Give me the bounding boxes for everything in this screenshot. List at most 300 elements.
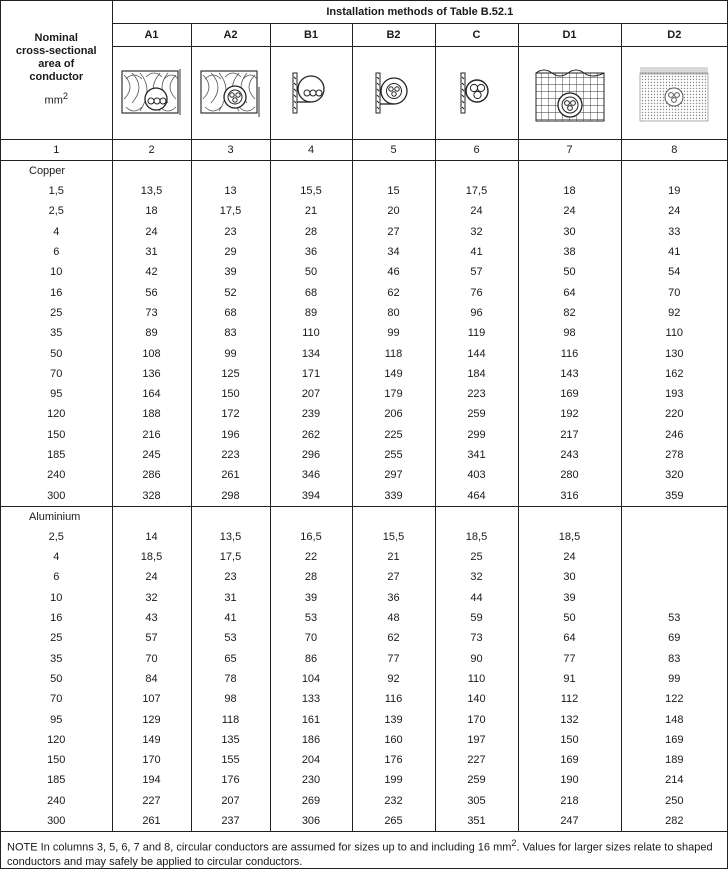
cross-section-cell: 50 — [50, 672, 63, 685]
section-blank-cell — [518, 506, 621, 527]
ampacity-cell: 172 — [191, 404, 270, 424]
ampacity-cell: 39 — [518, 588, 621, 608]
column-header-c: C — [435, 24, 518, 47]
ampacity-cell: 196 — [191, 425, 270, 445]
table-row — [1, 323, 727, 343]
section-blank-cell — [621, 161, 727, 182]
ampacity-cell: 143 — [518, 364, 621, 384]
ampacity-cell: 20 — [352, 201, 435, 221]
ampacity-cell: 232 — [352, 791, 435, 811]
ampacity-cell: 250 — [621, 791, 727, 811]
ampacity-cell: 351 — [435, 811, 518, 832]
ampacity-cell: 207 — [191, 791, 270, 811]
ampacity-cell: 16,5 — [270, 527, 352, 547]
current-carrying-capacity-table — [1, 1, 727, 876]
ampacity-cell: 80 — [352, 303, 435, 323]
ampacity-cell: 77 — [352, 649, 435, 669]
table-row — [1, 181, 727, 201]
ampacity-cell: 339 — [352, 485, 435, 506]
ampacity-cell: 162 — [621, 364, 727, 384]
column-header-a2: A2 — [191, 24, 270, 47]
ampacity-cell: 176 — [352, 750, 435, 770]
ampacity-cell: 84 — [112, 669, 191, 689]
table-row — [1, 770, 727, 790]
ampacity-cell — [621, 567, 727, 587]
section-blank-cell — [518, 161, 621, 182]
ampacity-cell: 122 — [621, 689, 727, 709]
ampacity-cell: 192 — [518, 404, 621, 424]
cross-section-cell: 185 — [47, 774, 66, 787]
cross-section-cell: 300 — [47, 489, 66, 502]
section-blank-cell — [435, 506, 518, 527]
ampacity-cell: 227 — [112, 791, 191, 811]
ampacity-cell: 328 — [112, 485, 191, 506]
ampacity-cell: 32 — [112, 588, 191, 608]
ampacity-cell: 112 — [518, 689, 621, 709]
ampacity-cell: 169 — [518, 750, 621, 770]
ampacity-cell: 31 — [112, 242, 191, 262]
ampacity-cell: 28 — [270, 222, 352, 242]
table-row — [1, 303, 727, 323]
ampacity-cell: 305 — [435, 791, 518, 811]
ampacity-cell: 15 — [352, 181, 435, 201]
ampacity-cell: 91 — [518, 669, 621, 689]
ampacity-cell: 96 — [435, 303, 518, 323]
table-row — [1, 242, 727, 262]
cross-section-cell: 2,5 — [48, 530, 64, 543]
column-header-b1: B1 — [270, 24, 352, 47]
cross-section-cell: 240 — [47, 794, 66, 807]
table-row — [1, 222, 727, 242]
ampacity-cell: 30 — [518, 222, 621, 242]
table-row — [1, 201, 727, 221]
ampacity-cell: 27 — [352, 222, 435, 242]
ampacity-cell: 199 — [352, 770, 435, 790]
cross-section-cell: 120 — [47, 408, 66, 421]
table-row — [1, 364, 727, 384]
section-label: Aluminium — [1, 506, 112, 527]
table-row — [1, 730, 727, 750]
cross-section-cell: 240 — [47, 469, 66, 482]
table-row — [1, 669, 727, 689]
section-blank-cell — [112, 161, 191, 182]
ampacity-cell: 206 — [352, 404, 435, 424]
ampacity-cell: 116 — [518, 343, 621, 363]
table-row — [1, 608, 727, 628]
ampacity-cell: 36 — [270, 242, 352, 262]
ampacity-cell: 92 — [352, 669, 435, 689]
ampacity-cell: 70 — [270, 628, 352, 648]
header-corner-cell — [1, 1, 112, 140]
cross-section-cell: 6 — [53, 571, 60, 584]
section-blank-cell — [352, 506, 435, 527]
ampacity-cell: 186 — [270, 730, 352, 750]
ampacity-cell: 25 — [435, 547, 518, 567]
ampacity-cell: 86 — [270, 649, 352, 669]
ampacity-cell: 24 — [112, 567, 191, 587]
ampacity-cell: 21 — [270, 201, 352, 221]
ampacity-cell: 132 — [518, 709, 621, 729]
method-c-illustration — [435, 47, 518, 140]
ampacity-cell: 359 — [621, 485, 727, 506]
ampacity-cell: 23 — [191, 222, 270, 242]
corner-line-3: area of — [38, 58, 75, 71]
ampacity-cell: 261 — [112, 811, 191, 832]
column-number-6: 6 — [435, 140, 518, 161]
ampacity-cell: 54 — [621, 262, 727, 282]
ampacity-cell: 18,5 — [435, 527, 518, 547]
table-row — [1, 811, 727, 832]
section-blank-cell — [435, 161, 518, 182]
table-row — [1, 791, 727, 811]
ampacity-cell: 83 — [621, 649, 727, 669]
ampacity-cell: 133 — [270, 689, 352, 709]
ampacity-cell: 15,5 — [270, 181, 352, 201]
ampacity-cell: 216 — [112, 425, 191, 445]
ampacity-cell: 53 — [270, 608, 352, 628]
table-body — [1, 140, 727, 832]
section-blank-cell — [270, 161, 352, 182]
ampacity-cell: 150 — [191, 384, 270, 404]
ampacity-cell: 169 — [621, 730, 727, 750]
ampacity-cell: 237 — [191, 811, 270, 832]
cross-section-cell: 50 — [50, 347, 63, 360]
ampacity-cell: 83 — [191, 323, 270, 343]
ampacity-cell: 99 — [352, 323, 435, 343]
ampacity-cell: 52 — [191, 282, 270, 302]
ampacity-cell: 30 — [518, 567, 621, 587]
column-number-7: 7 — [518, 140, 621, 161]
ampacity-cell: 32 — [435, 567, 518, 587]
ampacity-cell: 89 — [112, 323, 191, 343]
ampacity-cell: 118 — [191, 709, 270, 729]
cross-section-cell: 150 — [47, 754, 66, 767]
ampacity-cell: 68 — [191, 303, 270, 323]
ampacity-cell: 230 — [270, 770, 352, 790]
ampacity-cell: 214 — [621, 770, 727, 790]
cross-section-cell: 4 — [53, 551, 60, 564]
column-number-1: 1 — [1, 140, 112, 161]
ampacity-cell: 34 — [352, 242, 435, 262]
ampacity-cell: 41 — [621, 242, 727, 262]
ampacity-cell: 17,5 — [435, 181, 518, 201]
cross-section-cell: 35 — [50, 327, 63, 340]
cross-section-cell: 120 — [47, 733, 66, 746]
ampacity-cell: 286 — [112, 465, 191, 485]
ampacity-cell: 39 — [270, 588, 352, 608]
ampacity-cell: 220 — [621, 404, 727, 424]
ampacity-cell: 98 — [518, 323, 621, 343]
table-row — [1, 404, 727, 424]
ampacity-cell: 278 — [621, 445, 727, 465]
duct-in-ground-icon — [534, 63, 606, 123]
cross-section-cell: 95 — [50, 388, 63, 401]
ampacity-cell: 262 — [270, 425, 352, 445]
ampacity-cell: 170 — [112, 750, 191, 770]
insulated-wall-conduit-single-icon — [120, 67, 184, 119]
ampacity-cell: 134 — [270, 343, 352, 363]
ampacity-cell: 62 — [352, 282, 435, 302]
column-number-4: 4 — [270, 140, 352, 161]
ampacity-cell: 169 — [518, 384, 621, 404]
ampacity-cell: 136 — [112, 364, 191, 384]
ampacity-cell: 223 — [191, 445, 270, 465]
ampacity-cell: 24 — [518, 201, 621, 221]
table-row — [1, 628, 727, 648]
ampacity-cell: 62 — [352, 628, 435, 648]
corner-unit: $mm^2$ — [44, 91, 68, 107]
section-header-row — [1, 161, 727, 182]
ampacity-cell: 56 — [112, 282, 191, 302]
ampacity-cell: 24 — [435, 201, 518, 221]
ampacity-cell: 22 — [270, 547, 352, 567]
ampacity-cell: 217 — [518, 425, 621, 445]
ampacity-cell: 59 — [435, 608, 518, 628]
ampacity-cell: 89 — [270, 303, 352, 323]
ampacity-cell: 29 — [191, 242, 270, 262]
ampacity-cell: 144 — [435, 343, 518, 363]
section-blank-cell — [270, 506, 352, 527]
ampacity-cell: 24 — [112, 222, 191, 242]
ampacity-cell: 403 — [435, 465, 518, 485]
ampacity-cell: 41 — [191, 608, 270, 628]
cross-section-cell: 10 — [50, 266, 63, 279]
ampacity-cell: 299 — [435, 425, 518, 445]
ampacity-cell: 261 — [191, 465, 270, 485]
ampacity-cell: 227 — [435, 750, 518, 770]
method-a2-illustration — [191, 47, 270, 140]
table-row — [1, 282, 727, 302]
ampacity-cell: 110 — [435, 669, 518, 689]
section-blank-cell — [621, 506, 727, 527]
ampacity-cell: 320 — [621, 465, 727, 485]
ampacity-cell — [621, 588, 727, 608]
method-b2-illustration — [352, 47, 435, 140]
section-blank-cell — [191, 506, 270, 527]
ampacity-cell: 41 — [435, 242, 518, 262]
ampacity-cell: 194 — [112, 770, 191, 790]
table-row — [1, 567, 727, 587]
ampacity-cell: 179 — [352, 384, 435, 404]
ampacity-cell: 190 — [518, 770, 621, 790]
section-blank-cell — [112, 506, 191, 527]
installation-methods-title: Installation methods of Table B.52.1 — [112, 1, 727, 24]
ampacity-cell: 76 — [435, 282, 518, 302]
method-d2-illustration — [621, 47, 727, 140]
column-number-5: 5 — [352, 140, 435, 161]
ampacity-cell: 171 — [270, 364, 352, 384]
ampacity-cell: 13 — [191, 181, 270, 201]
ampacity-cell: 13,5 — [191, 527, 270, 547]
cross-section-cell: 16 — [50, 612, 63, 625]
table-row — [1, 425, 727, 445]
ampacity-cell: 225 — [352, 425, 435, 445]
ampacity-cell: 99 — [191, 343, 270, 363]
ampacity-cell: 44 — [435, 588, 518, 608]
cross-section-cell: 1,5 — [48, 185, 64, 198]
ampacity-cell: 265 — [352, 811, 435, 832]
ampacity-cell: 135 — [191, 730, 270, 750]
table-row — [1, 384, 727, 404]
ampacity-cell: 32 — [435, 222, 518, 242]
ampacity-cell: 31 — [191, 588, 270, 608]
ampacity-cell: 116 — [352, 689, 435, 709]
ampacity-cell: 218 — [518, 791, 621, 811]
ampacity-cell: 90 — [435, 649, 518, 669]
ampacity-cell: 223 — [435, 384, 518, 404]
ampacity-cell: 48 — [352, 608, 435, 628]
ampacity-cell: 107 — [112, 689, 191, 709]
ampacity-cell: 53 — [621, 608, 727, 628]
ampacity-cell: 239 — [270, 404, 352, 424]
ampacity-cell: 149 — [112, 730, 191, 750]
ampacity-cell: 259 — [435, 404, 518, 424]
cross-section-cell: 300 — [47, 815, 66, 828]
ampacity-cell: 464 — [435, 485, 518, 506]
cross-section-cell: 70 — [50, 693, 63, 706]
ampacity-cell: 43 — [112, 608, 191, 628]
ampacity-cell: 73 — [435, 628, 518, 648]
ampacity-cell: 139 — [352, 709, 435, 729]
ampacity-cell: 129 — [112, 709, 191, 729]
ampacity-cell: 23 — [191, 567, 270, 587]
ampacity-cell: 269 — [270, 791, 352, 811]
section-header-row — [1, 506, 727, 527]
ampacity-cell: 108 — [112, 343, 191, 363]
ampacity-cell: 68 — [270, 282, 352, 302]
ampacity-cell: 119 — [435, 323, 518, 343]
ampacity-cell: 50 — [270, 262, 352, 282]
wall-conduit-single-icon — [289, 67, 333, 119]
ampacity-cell: 298 — [191, 485, 270, 506]
ampacity-cell: 92 — [621, 303, 727, 323]
cross-section-cell: 185 — [47, 449, 66, 461]
ampacity-cell: 197 — [435, 730, 518, 750]
ampacity-cell: 64 — [518, 282, 621, 302]
table-note: NOTE In columns 3, 5, 6, 7 and 8, circular conductors are assumed for sizes up to and including 16 $mm^2$. Values for larger sizes relate to shaped conductors and may safely be applied to circular conductors. — [1, 832, 727, 876]
ampacity-cell: 130 — [621, 343, 727, 363]
ampacity-cell: 246 — [621, 425, 727, 445]
ampacity-cell: 255 — [352, 445, 435, 465]
ampacity-cell: 394 — [270, 485, 352, 506]
ampacity-cell: 19 — [621, 181, 727, 201]
cross-section-cell: 2,5 — [48, 205, 64, 218]
ampacity-cell: 296 — [270, 445, 352, 465]
table-row — [1, 689, 727, 709]
ampacity-cell: 15,5 — [352, 527, 435, 547]
cross-section-cell: 6 — [53, 246, 60, 259]
ampacity-cell: 243 — [518, 445, 621, 465]
column-number-8: 8 — [621, 140, 727, 161]
ampacity-cell: 140 — [435, 689, 518, 709]
ampacity-cell: 46 — [352, 262, 435, 282]
ampacity-cell — [621, 547, 727, 567]
cross-section-cell: 10 — [50, 591, 63, 604]
buried-direct-icon — [638, 63, 710, 123]
table-row — [1, 750, 727, 770]
ampacity-cell: 21 — [352, 547, 435, 567]
ampacity-cell: 341 — [435, 445, 518, 465]
ampacity-cell: 207 — [270, 384, 352, 404]
ampacity-cell: 204 — [270, 750, 352, 770]
ampacity-cell: 70 — [621, 282, 727, 302]
column-header-b2: B2 — [352, 24, 435, 47]
ampacity-cell: 104 — [270, 669, 352, 689]
method-d1-illustration — [518, 47, 621, 140]
ampacity-cell: 161 — [270, 709, 352, 729]
ampacity-cell: 346 — [270, 465, 352, 485]
ampacity-cell: 184 — [435, 364, 518, 384]
wall-conduit-multicore-icon — [372, 67, 416, 119]
ampacity-cell: 18 — [518, 181, 621, 201]
cross-section-cell: 35 — [50, 652, 63, 665]
ampacity-cell: 39 — [191, 262, 270, 282]
table-row — [1, 527, 727, 547]
column-number-2: 2 — [112, 140, 191, 161]
clipped-direct-cable-icon — [455, 67, 499, 119]
ampacity-cell: 70 — [112, 649, 191, 669]
cross-section-cell: 25 — [50, 306, 63, 319]
ampacity-cell: 150 — [518, 730, 621, 750]
ampacity-cell: 110 — [621, 323, 727, 343]
corner-line-2: cross-sectional — [15, 45, 97, 58]
ampacity-cell: 18,5 — [112, 547, 191, 567]
ampacity-cell: 78 — [191, 669, 270, 689]
ampacity-cell: 24 — [518, 547, 621, 567]
ampacity-cell: 99 — [621, 669, 727, 689]
ampacity-cell: 316 — [518, 485, 621, 506]
ampacity-cell: 193 — [621, 384, 727, 404]
ampacity-cell: 188 — [112, 404, 191, 424]
column-header-d2: D2 — [621, 24, 727, 47]
insulated-wall-conduit-multicore-icon — [199, 67, 263, 119]
ampacity-cell: 17,5 — [191, 201, 270, 221]
ampacity-cell: 57 — [435, 262, 518, 282]
column-header-a1: A1 — [112, 24, 191, 47]
ampacity-cell: 176 — [191, 770, 270, 790]
cross-section-cell: 150 — [47, 428, 66, 441]
ampacity-cell: 170 — [435, 709, 518, 729]
ampacity-cell: 14 — [112, 527, 191, 547]
column-header-d1: D1 — [518, 24, 621, 47]
cross-section-cell: 70 — [50, 367, 63, 380]
ampacity-cell: 38 — [518, 242, 621, 262]
ampacity-cell: 64 — [518, 628, 621, 648]
ampacity-cell: 280 — [518, 465, 621, 485]
ampacity-cell: 118 — [352, 343, 435, 363]
ampacity-cell: 36 — [352, 588, 435, 608]
corner-line-4: conductor — [29, 71, 84, 84]
method-a1-illustration — [112, 47, 191, 140]
ampacity-cell: 160 — [352, 730, 435, 750]
table-row — [1, 445, 727, 465]
method-b1-illustration — [270, 47, 352, 140]
ampacity-cell: 65 — [191, 649, 270, 669]
section-blank-cell — [191, 161, 270, 182]
corner-line-1: Nominal — [34, 32, 78, 45]
ampacity-cell: 297 — [352, 465, 435, 485]
table-row — [1, 649, 727, 669]
ampacity-cell: 53 — [191, 628, 270, 648]
ampacity-cell: 306 — [270, 811, 352, 832]
ampacity-cell: 125 — [191, 364, 270, 384]
ampacity-cell: 50 — [518, 262, 621, 282]
cross-section-cell: 25 — [50, 632, 63, 645]
ampacity-cell: 189 — [621, 750, 727, 770]
ampacity-cell: 247 — [518, 811, 621, 832]
ampacity-cell: 259 — [435, 770, 518, 790]
table-row — [1, 262, 727, 282]
